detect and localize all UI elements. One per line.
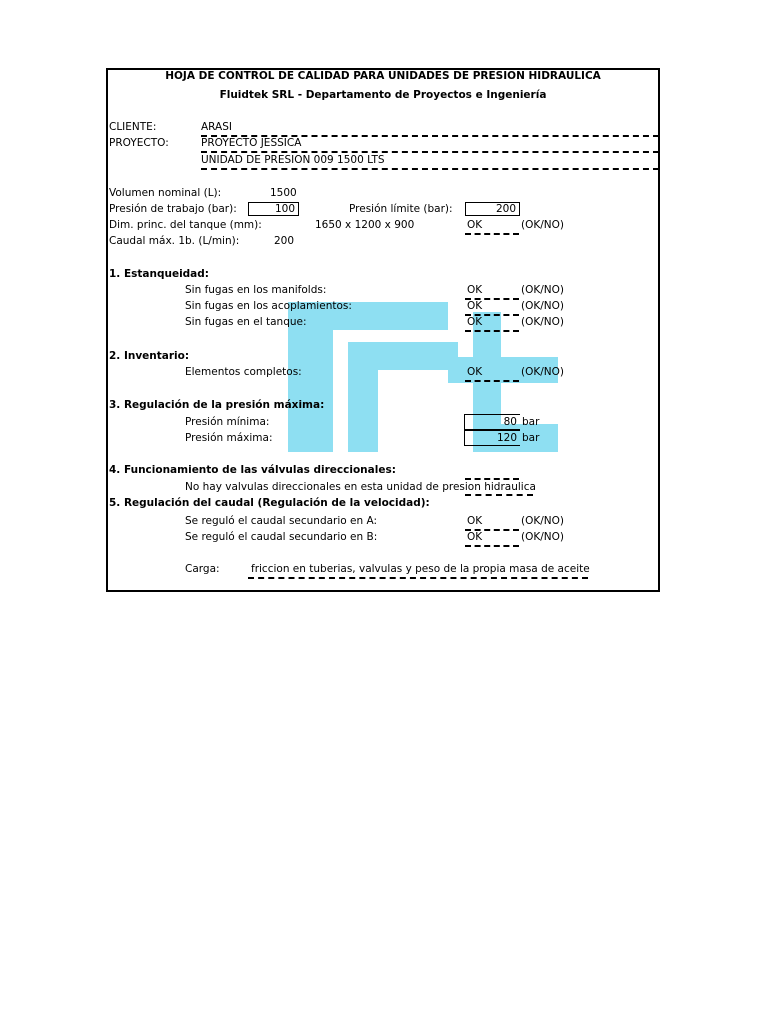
carga-label: Carga: bbox=[185, 563, 220, 575]
presion-limite-label: Presión límite (bar): bbox=[349, 203, 453, 215]
s5-item-value[interactable]: OK bbox=[467, 515, 483, 527]
s1-item-hint: (OK/NO) bbox=[521, 316, 564, 328]
unidad-underline bbox=[201, 168, 659, 170]
presion-minima-field[interactable]: 80 bbox=[464, 414, 520, 430]
s5-item-value[interactable]: OK bbox=[467, 531, 483, 543]
unidad-value[interactable]: UNIDAD DE PRESION 009 1500 LTS bbox=[201, 154, 385, 166]
volumen-label: Volumen nominal (L): bbox=[109, 187, 222, 199]
proyecto-value[interactable]: PROYECTO JESSICA bbox=[201, 137, 302, 149]
s2-item-value[interactable]: OK bbox=[467, 366, 483, 378]
section-4-title: 4. Funcionamiento de las válvulas direccionales: bbox=[109, 464, 396, 476]
sheet-subtitle: Fluidtek SRL - Departamento de Proyectos e Ingeniería bbox=[219, 89, 547, 101]
section-1-title: 1. Estanqueidad: bbox=[109, 268, 209, 280]
sheet-title: HOJA DE CONTROL DE CALIDAD PARA UNIDADES DE PRESION HIDRAULICA bbox=[165, 70, 601, 82]
s5-item-hint: (OK/NO) bbox=[521, 531, 564, 543]
s1-item-value[interactable]: OK bbox=[467, 300, 483, 312]
caudal-label: Caudal máx. 1b. (L/min): bbox=[109, 235, 240, 247]
section-3-title: 3. Regulación de la presión máxima: bbox=[109, 399, 325, 411]
proyecto-underline bbox=[201, 151, 659, 153]
s1-item-hint: (OK/NO) bbox=[521, 284, 564, 296]
caudal-value: 200 bbox=[274, 235, 295, 247]
s1-item-label: Sin fugas en los acoplamientos: bbox=[185, 300, 352, 312]
s1-item-hint: (OK/NO) bbox=[521, 300, 564, 312]
dim-tanque-label: Dim. princ. del tanque (mm): bbox=[109, 219, 262, 231]
proyecto-label: PROYECTO: bbox=[109, 137, 169, 149]
presion-minima-label: Presión mínima: bbox=[185, 416, 270, 428]
carga-value[interactable]: friccion en tuberias, valvulas y peso de la propia masa de aceite bbox=[251, 563, 590, 575]
presion-minima-unit: bar bbox=[522, 416, 540, 428]
s1-item-label: Sin fugas en los manifolds: bbox=[185, 284, 327, 296]
presion-maxima-label: Presión máxima: bbox=[185, 432, 273, 444]
s5-item-hint: (OK/NO) bbox=[521, 515, 564, 527]
dim-tanque-value: 1650 x 1200 x 900 bbox=[315, 219, 415, 231]
s1-item-underline bbox=[465, 330, 519, 332]
s5-item-label: Se reguló el caudal secundario en B: bbox=[185, 531, 378, 543]
s1-item-value[interactable]: OK bbox=[467, 284, 483, 296]
section-2-title: 2. Inventario: bbox=[109, 350, 190, 362]
s5-item-underline bbox=[465, 545, 519, 547]
section-5-title: 5. Regulación del caudal (Regulación de la velocidad): bbox=[109, 497, 430, 509]
s5-item-label: Se reguló el caudal secundario en A: bbox=[185, 515, 378, 527]
s2-item-hint: (OK/NO) bbox=[521, 366, 564, 378]
s1-item-label: Sin fugas en el tanque: bbox=[185, 316, 307, 328]
s2-item-underline bbox=[465, 380, 519, 382]
cliente-label: CLIENTE: bbox=[109, 121, 157, 133]
presion-maxima-unit: bar bbox=[522, 432, 540, 444]
s4-note-underline bbox=[465, 494, 533, 496]
s4-underline bbox=[465, 478, 519, 480]
quality-control-sheet bbox=[106, 68, 660, 592]
s1-item-value[interactable]: OK bbox=[467, 316, 483, 328]
presion-maxima-field[interactable]: 120 bbox=[464, 430, 520, 446]
s4-note[interactable]: No hay valvulas direccionales en esta unidad de presion hidraulica bbox=[185, 481, 536, 493]
carga-underline bbox=[248, 577, 588, 579]
dim-tanque-hint: (OK/NO) bbox=[521, 219, 564, 231]
presion-trabajo-label: Presión de trabajo (bar): bbox=[109, 203, 237, 215]
dim-check-underline bbox=[465, 233, 519, 235]
dim-tanque-check[interactable]: OK bbox=[467, 219, 483, 231]
cliente-value[interactable]: ARASI bbox=[201, 121, 232, 133]
presion-trabajo-field[interactable]: 100 bbox=[248, 202, 299, 216]
presion-limite-field[interactable]: 200 bbox=[465, 202, 520, 216]
s2-item-label: Elementos completos: bbox=[185, 366, 302, 378]
volumen-value: 1500 bbox=[270, 187, 297, 199]
